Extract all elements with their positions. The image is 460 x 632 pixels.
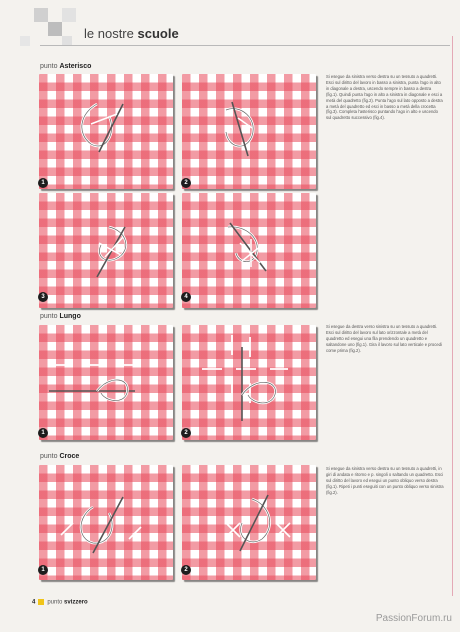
section-description-lungo: Si esegue da destra verso sinistra su un tessuto a quadretti. Esci sul diritto del lavoro sul lato orizzontale a metà del quadretto ed esegui una fila prendendo un quadretto e saltandone uno (fig.1). Gira il lavoro sul lato verticale e procedi come prima (fig.2). [326,324,442,353]
watermark: PassionForum.ru [375,613,452,624]
footer-brand: punto svizzero [47,599,88,606]
needle-thread-illustration [182,74,316,189]
section-label-lungo: punto Lungo [40,313,81,320]
figure-lungo-1 [39,325,173,440]
section-description-croce: Si esegue da sinistra verso destra su un tessuto a quadretti, in giri di andata e ritorno e p. singoli o saltando un quadretto. Esci sul diritto del lavoro ed esegui un punto obliquo verso destra (fig.1). Ripeti i punti eseguiti con un punto obliquo verso sinistra (fig.2). [326,466,444,495]
page-number: 4 [32,599,36,606]
brand-square-icon [38,599,44,605]
figure-asterisco-1 [39,74,173,189]
margin-rule [452,36,453,596]
figure-number-badge: 1 [38,178,48,188]
figure-number-badge: 1 [38,428,48,438]
figure-number-badge: 3 [38,292,48,302]
figure-number-badge: 4 [181,292,191,302]
section-label-asterisco: punto Asterisco [40,63,92,70]
needle-thread-illustration [182,325,316,440]
figure-asterisco-4 [182,193,316,308]
needle-thread-illustration [39,465,173,580]
section-description-asterisco: Si esegue da sinistra verso destra su un tessuto a quadretti. Esci sul diritto del lavoro in basso a sinistra, punta l'ago in alto in diagonale a destra, uscendo sempre in basso a destra (fig.1). Quindi punta l'ago in alto a sinistra in diagonale e esci a metà del quadretto (fig.2). Punta l'ago sul lato opposto a destra a metà del quadretto ed esci in basso a metà della crocetta (fig.3). Completa l'asterisco puntando l'ago in alto e uscendo sul quadretto successivo (fig.4). [326,74,443,121]
figure-number-badge: 2 [181,178,191,188]
figure-asterisco-3 [39,193,173,308]
page-title: le nostre scuole [84,26,179,41]
figure-number-badge: 1 [38,565,48,575]
figure-number-badge: 2 [181,428,191,438]
page-footer [32,599,88,606]
figure-number-badge: 2 [181,565,191,575]
needle-thread-illustration [39,325,173,440]
figure-asterisco-2 [182,74,316,189]
needle-thread-illustration [182,193,316,308]
needle-thread-illustration [39,193,173,308]
figure-lungo-2 [182,325,316,440]
header-rule [40,45,450,46]
needle-thread-illustration [39,74,173,189]
figure-croce-2 [182,465,316,580]
figure-croce-1 [39,465,173,580]
section-label-croce: punto Croce [40,453,80,460]
needle-thread-illustration [182,465,316,580]
